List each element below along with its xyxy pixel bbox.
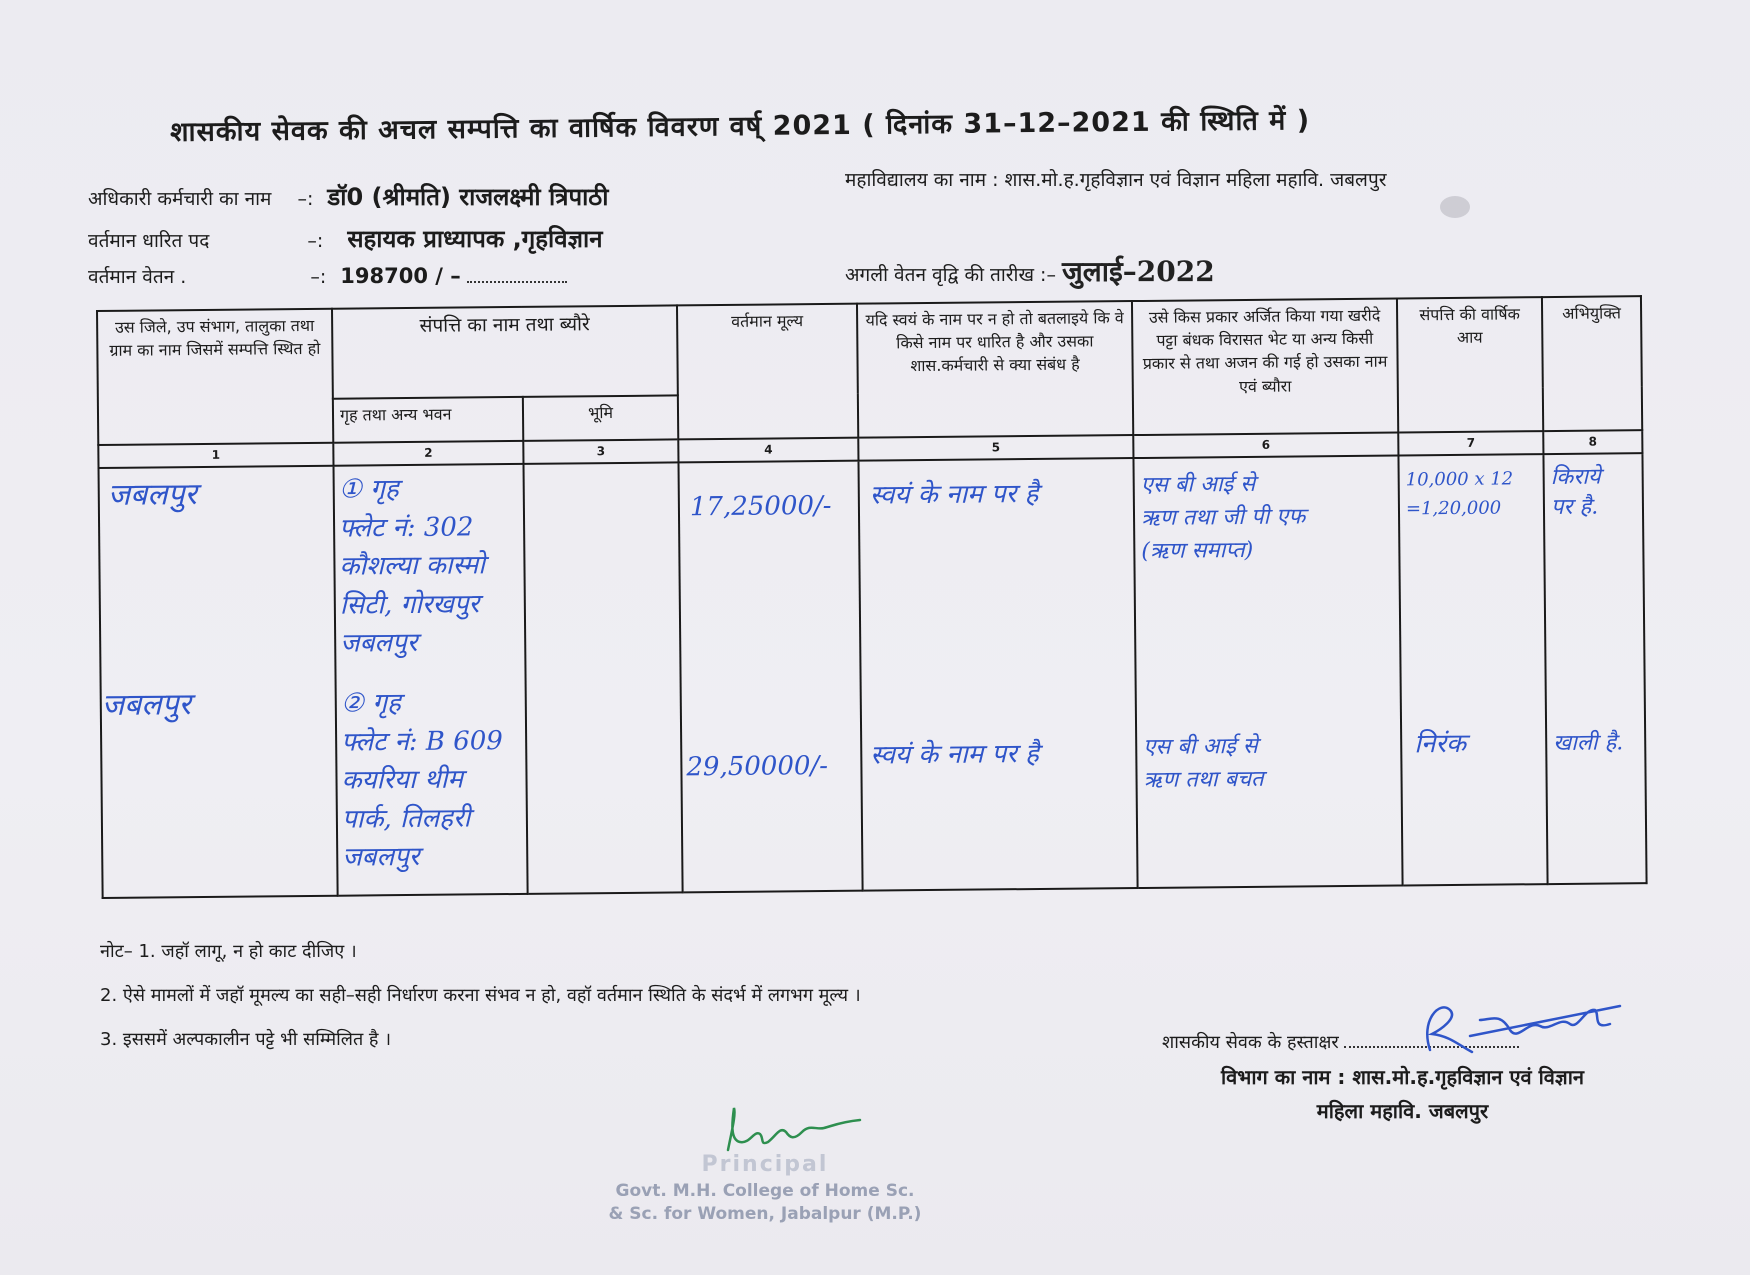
col4-header: वर्तमान मूल्य (677, 304, 858, 440)
ink-smudge (1440, 196, 1470, 218)
increment-label: अगली वेतन वृद्वि की तारीख :– (845, 264, 1056, 286)
col2b-header: भूमि (523, 395, 678, 440)
land-cell (524, 463, 683, 894)
stamp-line-2: Govt. M.H. College of Home Sc. (615, 1180, 915, 1201)
name-separator: –: (297, 188, 314, 210)
stamp-line-3: & Sc. for Women, Jabalpur (M.P.) (608, 1203, 922, 1224)
col2-header: संपत्ति का नाम तथा ब्यौरे (332, 305, 678, 398)
col-number-2: 2 (333, 441, 523, 466)
row1-remark-line: किराये (1550, 464, 1601, 491)
row1-remark-line: पर है. (1550, 494, 1599, 521)
row1-value: 17,25000/- (689, 491, 832, 523)
row1-building-line: जबलपुर (340, 628, 418, 659)
row2-value: 29,50000/- (686, 751, 829, 783)
row1-building-line: कौशल्या कास्मो (339, 550, 486, 583)
notes-block (100, 930, 861, 1062)
department-line-1: विभाग का नाम : शास.मो.ह.गृहविज्ञान एवं विज्ञान (1220, 1065, 1585, 1089)
acquired-cell (1133, 456, 1402, 889)
department-block (1165, 1060, 1640, 1128)
row1-income-line: 10,000 x 12 (1405, 468, 1514, 491)
row1-building-line: फ्लेट नं: 302 (338, 512, 474, 544)
row1-district: जबलपुर (107, 477, 197, 514)
post-separator: –: (307, 230, 324, 252)
name-label: अधिकारी कर्मचारी का नाम (88, 188, 272, 210)
row1-building (339, 470, 486, 664)
row1-building-line: ① गृह (338, 474, 399, 506)
note-3: 3. इससमें अल्पकालीन पट्टे भी सम्मिलित है । (100, 1029, 392, 1051)
holder-cell (858, 458, 1137, 891)
employee-signature (1410, 990, 1640, 1070)
row2-building (341, 684, 505, 878)
row2-holder: स्वयं के नाम पर है (870, 739, 1040, 771)
salary-row (88, 263, 567, 289)
row1-acquired-line: ऋण तथा जी पी एफ (1140, 504, 1306, 532)
row1-acquired-line: (ऋण समाप्त) (1141, 538, 1254, 565)
post-label: वर्तमान धारित पद (88, 230, 210, 252)
col7-header: संपत्ति की वार्षिक आय (1397, 297, 1543, 432)
salary-label: वर्तमान वेतन . (88, 266, 187, 288)
row2-remark: खाली है. (1553, 730, 1624, 757)
row2-building-line: कयरिया थीम (341, 764, 464, 796)
col-number-5: 5 (858, 435, 1133, 461)
principal-stamp (595, 1150, 935, 1226)
row1-building-line: सिटी, गोरखपुर (339, 589, 480, 621)
col-number-4: 4 (678, 438, 858, 463)
post-value: सहायक प्राध्यापक ,गृहविज्ञान (347, 225, 603, 253)
note-2: 2. ऐसे मामलों में जहॉ मूमल्य का सही–सही निर्धारण करना संभव न हो, वहॉ वर्तमान स्थिति के संदर्भ में लगभग मूल्य । (100, 985, 861, 1007)
row2-building-line: ② गृह (340, 688, 401, 720)
value-cell (678, 461, 862, 893)
col2a-header: गृह तथा अन्य भवन (333, 397, 523, 443)
col-number-1: 1 (98, 443, 333, 469)
col5-header: यदि स्वयं के नाम पर न हो तो बतलाइये कि वे किसे नाम पर धारित है और उसका शास.कर्मचारी से क्या संबंध है (857, 301, 1133, 438)
row1-holder: स्वयं के नाम पर है (869, 479, 1039, 511)
row2-building-line: पार्क, तिलहरी (341, 803, 471, 835)
row2-acquired (1143, 730, 1264, 797)
increment-value: जुलाई–2022 (1062, 255, 1215, 288)
col1-header: उस जिले, उप संभाग, तालुका तथा ग्राम का नाम जिसमें सम्पत्ति स्थित हो (97, 309, 333, 445)
college-name: महाविद्यालय का नाम : शास.मो.ह.गृहविज्ञान एवं विज्ञान महिला महावि. जबलपुर (845, 169, 1387, 191)
row2-acquired-line: ऋण तथा बचत (1143, 767, 1264, 794)
row1-income-line: =1,20,000 (1405, 497, 1502, 520)
document-title: शासकीय सेवक की अचल सम्पत्ति का वार्षिक विवरण वर्ष् 2021 ( दिनांक 31–12–2021 की स्थिति में ) (170, 105, 1311, 148)
row2-income: निरंक (1414, 729, 1467, 760)
property-table (96, 295, 1646, 895)
building-cell (334, 464, 528, 896)
department-line-2: महिला महावि. जबलपुर (1316, 1099, 1489, 1123)
col-number-6: 6 (1133, 433, 1398, 459)
stamp-title: Principal (701, 1152, 829, 1177)
row2-building-line: जबलपुर (342, 842, 420, 873)
row1-income (1406, 466, 1514, 525)
salary-dotted-line (467, 267, 567, 283)
post-row (88, 222, 603, 255)
row2-district: जबलपुर (101, 687, 192, 724)
row1-acquired-line: एस बी आई से (1140, 472, 1256, 499)
income-cell (1398, 455, 1547, 886)
remark-cell (1543, 454, 1646, 885)
row1-acquired (1141, 468, 1306, 569)
col-number-7: 7 (1398, 431, 1543, 456)
row2-acquired-line: एस बी आई से (1143, 734, 1258, 761)
col6-header: उसे किस प्रकार अर्जित किया गया खरीदे पट्टा बंधक विरासत भेट या अन्य किसी प्रकार से तथा अजन की गई हो उसका नाम एवं ब्यौरा (1132, 299, 1398, 436)
district-cell (99, 466, 338, 898)
signature-label: शासकीय सेवक के हस्ताक्षर (1162, 1032, 1339, 1053)
employee-name-row (88, 180, 608, 213)
row1-remark (1551, 463, 1602, 523)
col8-header: अभियुक्ति (1542, 296, 1642, 431)
salary-separator: –: (310, 266, 327, 288)
col-number-8: 8 (1543, 430, 1642, 454)
salary-value: 198700 / – (340, 264, 461, 288)
note-1: नोट– 1. जहॉ लागू, न हो काट दीजिए । (100, 941, 357, 962)
row2-building-line: फ्लेट नं: B 609 (341, 725, 504, 758)
increment-row (845, 254, 1215, 289)
employee-name: डॉ0 (श्रीमति) राजलक्ष्मी त्रिपाठी (327, 183, 609, 211)
col-number-3: 3 (523, 439, 678, 464)
